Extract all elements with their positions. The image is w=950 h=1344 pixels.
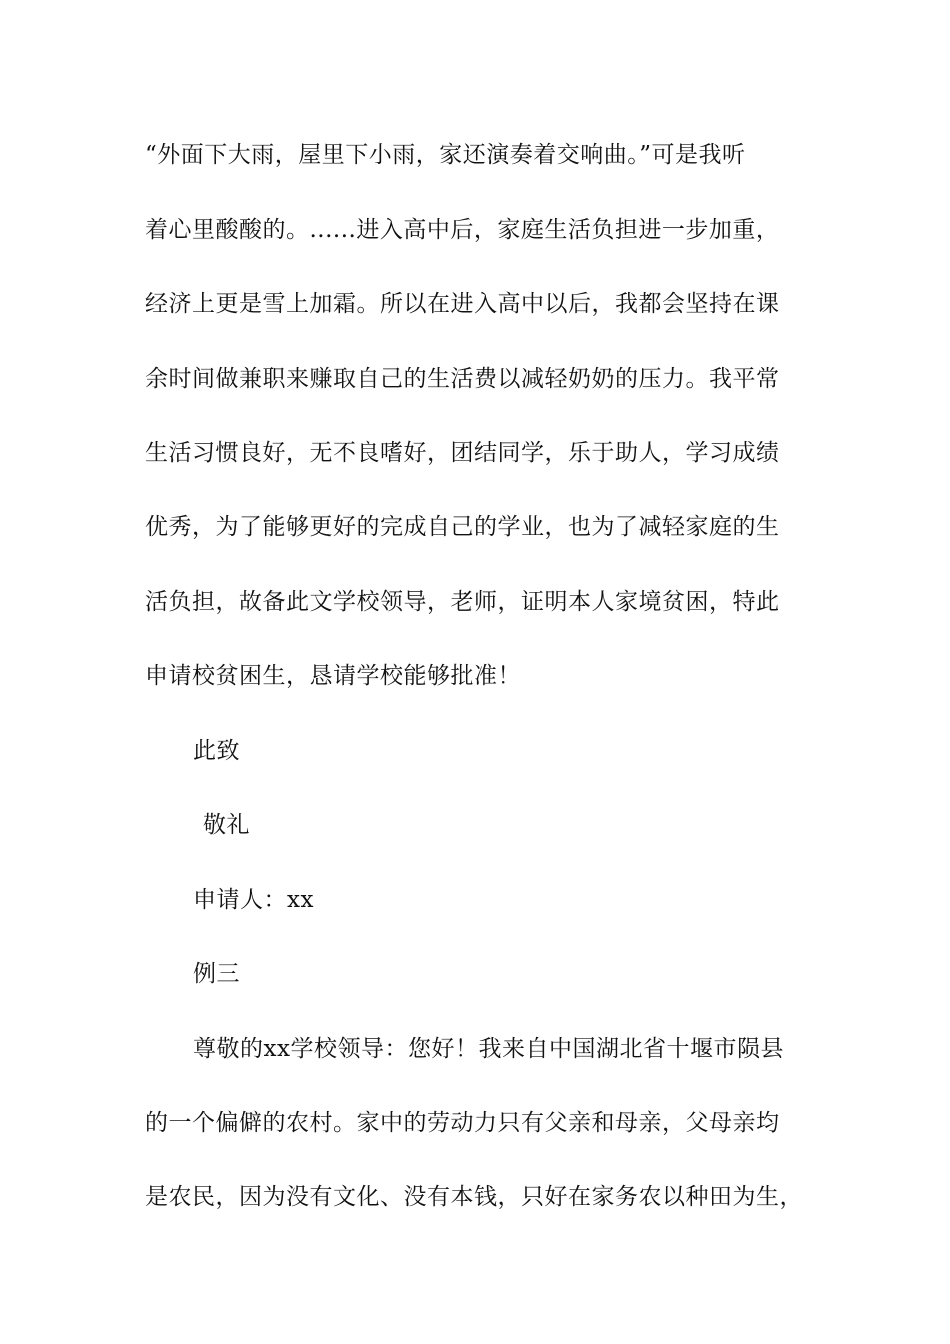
paragraph-line: 经济上更是雪上加霜。所以在进入高中以后，我都会坚持在课 (145, 291, 780, 317)
paragraph-line: 着心里酸酸的。......进入高中后，家庭生活负担进一步加重， (145, 217, 780, 243)
paragraph-line: 余时间做兼职来赚取自己的生活费以减轻奶奶的压力。我平常 (145, 366, 780, 392)
paragraph-line: 优秀，为了能够更好的完成自己的学业，也为了减轻家庭的生 (145, 514, 780, 540)
paragraph-line: 的一个偏僻的农村。家中的劳动力只有父亲和母亲，父母亲均 (145, 1110, 780, 1136)
paragraph-line: 尊敬的xx学校领导：您好！我来自中国湖北省十堰市陨县 (193, 1036, 784, 1062)
paragraph-line: 生活习惯良好，无不良嗜好，团结同学，乐于助人，学习成绩 (145, 440, 780, 466)
applicant-signature: 申请人：xx (193, 887, 314, 913)
paragraph-line: 申请校贫困生，恳请学校能够批准！ (145, 663, 521, 689)
paragraph-line: 活负担，故备此文学校领导，老师，证明本人家境贫困，特此 (145, 589, 780, 615)
salute-text: 敬礼 (203, 812, 250, 838)
paragraph-line: “外面下大雨，屋里下小雨，家还演奏着交响曲。”可是我听 (145, 142, 746, 168)
paragraph-line: 是农民，因为没有文化、没有本钱，只好在家务农以种田为生， (145, 1184, 803, 1210)
closing-text: 此致 (193, 738, 240, 764)
example-heading: 例三 (193, 961, 240, 987)
